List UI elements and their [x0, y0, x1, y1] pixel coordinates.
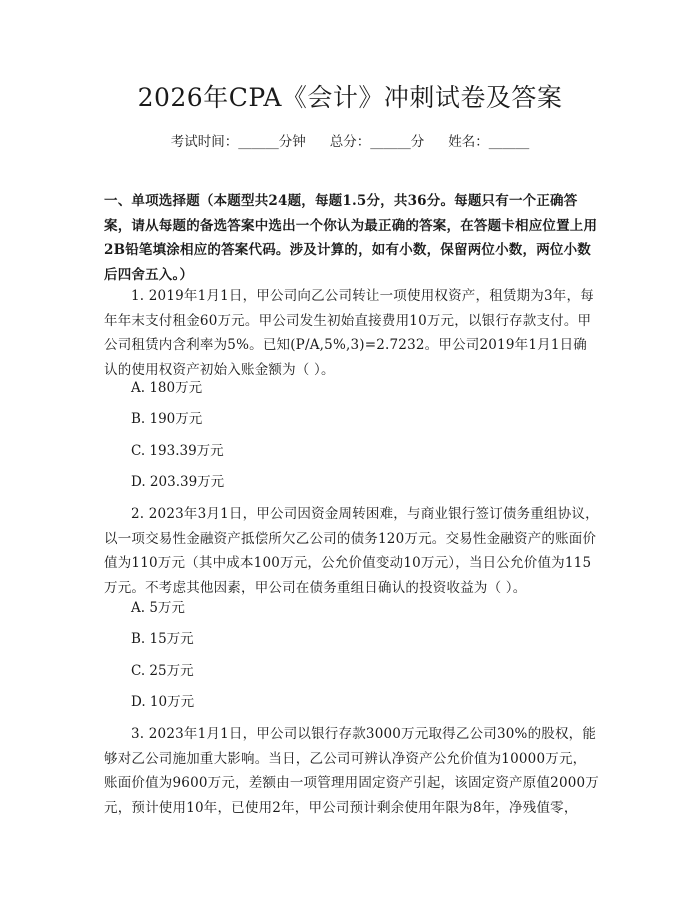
- name-field: 姓名：______: [448, 134, 530, 150]
- question-1: 1. 2019年1月1日，甲公司向乙公司转让一项使用权资产，租赁期为3年，每年年末支付租金60万元。甲公司发生初始直接费用10万元，以银行存款支付。甲公司租赁内含利率为5%。已知(P/A,5%,3)=2.7232。甲公司2019年1月1日确认的使用权资产初始入账金额为（ ）。: [104, 288, 594, 378]
- question-1-option-c: C. 193.39万元: [131, 443, 224, 459]
- total-score-field: 总分：______分: [329, 134, 425, 150]
- exam-time-field: 考试时间：______分钟: [170, 134, 306, 150]
- section-heading: 一、单项选择题（本题型共24题，每题1.5分，共36分。每题只有一个正确答案，请从每题的备选答案中选出一个你认为最正确的答案，在答题卡相应位置上用2B铅笔填涂相应的答案代码。涉及计算的，如有小数，保留两位小数，两位小数后四舍五入。）: [104, 193, 598, 283]
- question-2-option-d: D. 10万元: [131, 694, 195, 710]
- question-2-option-c: C. 25万元: [131, 663, 194, 679]
- question-2-option-a: A. 5万元: [131, 600, 185, 616]
- question-1-option-a: A. 180万元: [131, 380, 203, 396]
- question-1-option-d: D. 203.39万元: [131, 474, 225, 490]
- question-3: 3. 2023年1月1日，甲公司以银行存款3000万元取得乙公司30%的股权，能够对乙公司施加重大影响。当日，乙公司可辨认净资产公允价值为10000万元，账面价值为9600万元，差额由一项管理用固定资产引起，该固定资产原值2000万元，预计使用10年，已使用2年，甲公司预计剩余使用年限为8年，净残值零，: [104, 726, 600, 816]
- question-2: 2. 2023年3月1日，甲公司因资金周转困难，与商业银行签订债务重组协议，以一项交易性金融资产抵偿所欠乙公司的债务120万元。交易性金融资产的账面价值为110万元（其中成本100万元，公允价值变动10万元），当日公允价值为115万元。不考虑其他因素，甲公司在债务重组日确认的投资收益为（ ）。: [104, 506, 599, 596]
- question-2-option-b: B. 15万元: [131, 631, 194, 647]
- exam-info-line: [0, 132, 700, 152]
- question-1-option-b: B. 190万元: [131, 411, 203, 427]
- document-title: 2026年CPA《会计》冲刺试卷及答案: [137, 83, 563, 112]
